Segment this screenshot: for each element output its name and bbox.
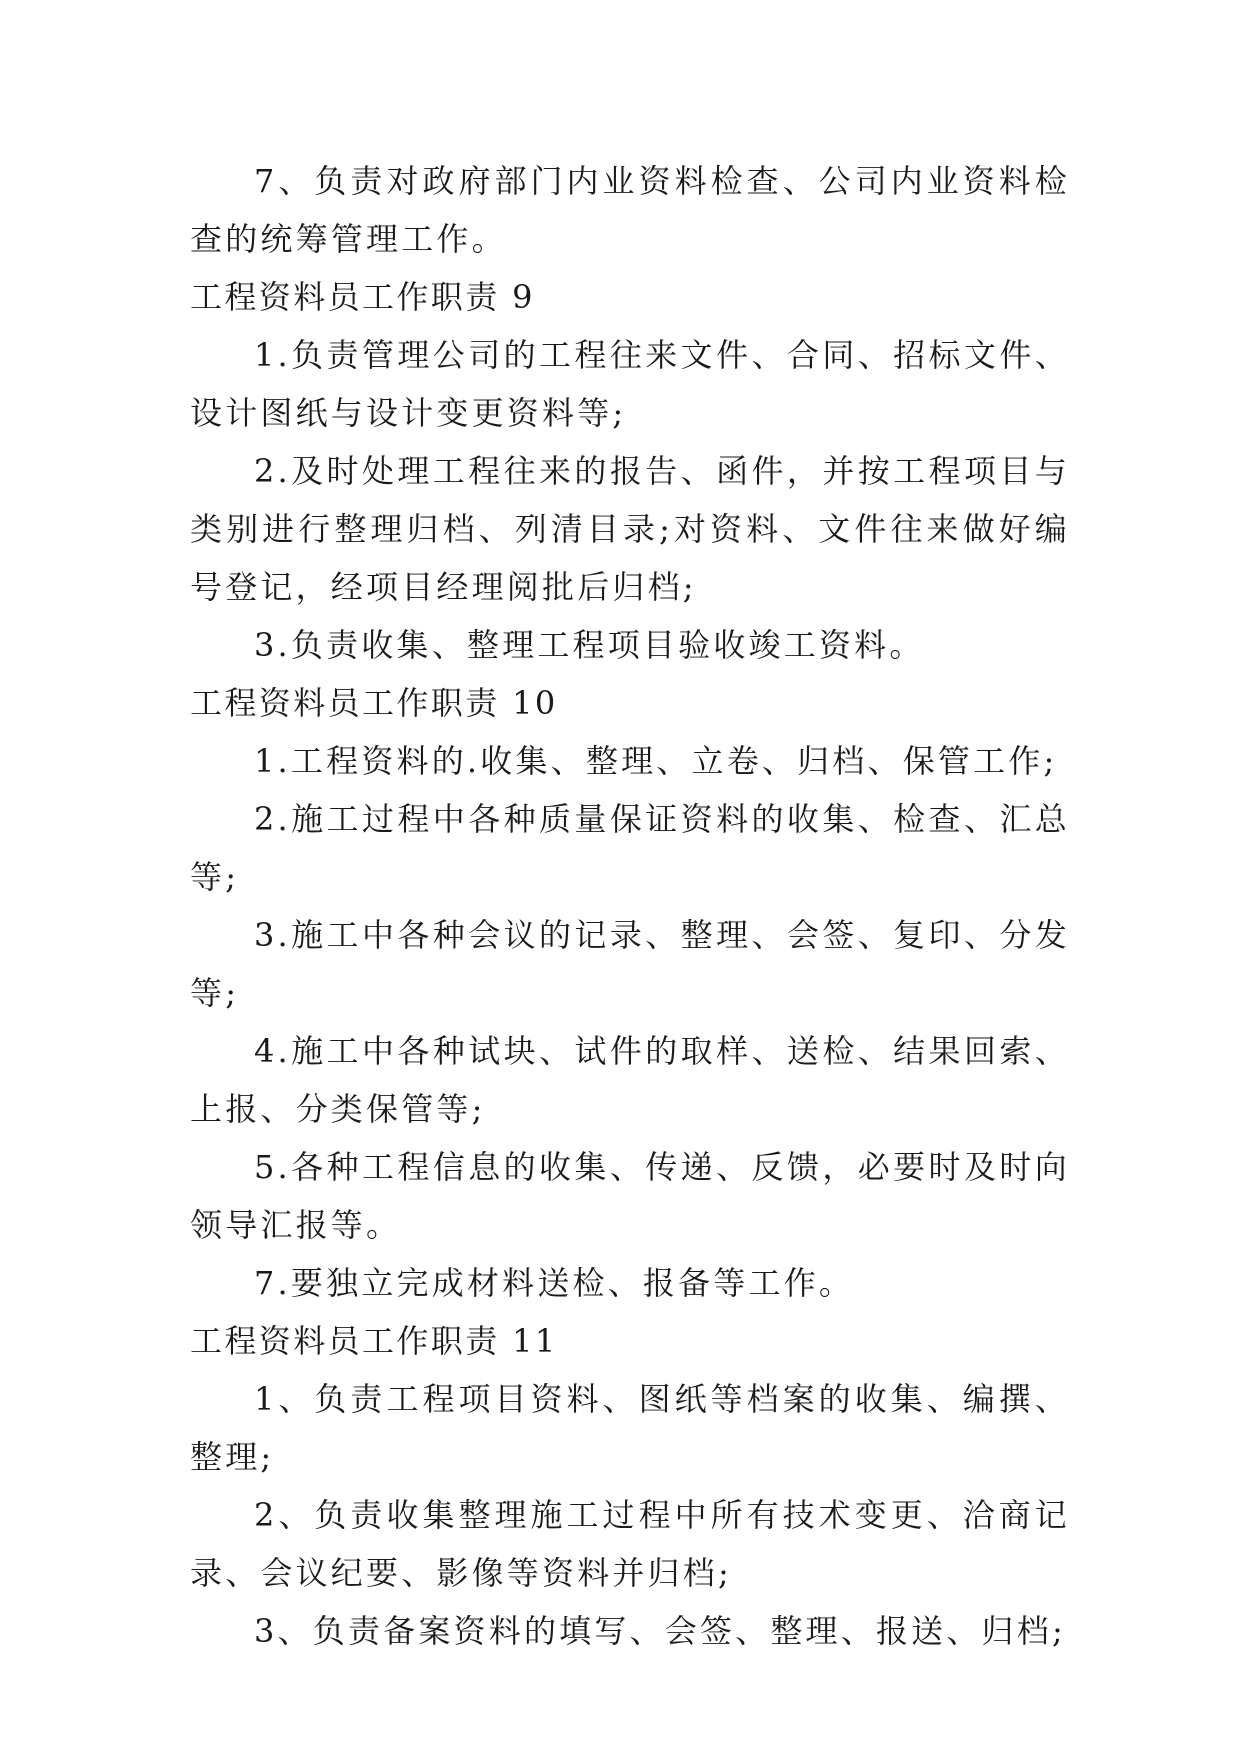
section-heading-10: 工程资料员工作职责 10: [190, 684, 558, 722]
document-body: [190, 152, 1070, 1660]
paragraph: 4.施工中各种试块、试件的取样、送检、结果回索、上报、分类保管等;: [190, 1032, 1070, 1128]
paragraph: 5.各种工程信息的收集、传递、反馈，必要时及时向领导汇报等。: [190, 1148, 1070, 1244]
paragraph: 1.工程资料的.收集、整理、立卷、归档、保管工作;: [254, 742, 1058, 780]
paragraph: 7、负责对政府部门内业资料检查、公司内业资料检查的统筹管理工作。: [190, 162, 1070, 258]
paragraph: 2、负责收集整理施工过程中所有技术变更、洽商记录、会议纪要、影像等资料并归档;: [190, 1496, 1070, 1592]
section-heading-9: 工程资料员工作职责 9: [190, 278, 535, 316]
paragraph: 2.及时处理工程往来的报告、函件，并按工程项目与类别进行整理归档、列清目录;对资料、文件往来做好编号登记，经项目经理阅批后归档;: [190, 452, 1070, 606]
paragraph: 2.施工过程中各种质量保证资料的收集、检查、汇总等;: [190, 800, 1070, 896]
paragraph: 7.要独立完成材料送检、报备等工作。: [254, 1264, 855, 1302]
section-heading-11: 工程资料员工作职责 11: [190, 1322, 558, 1360]
paragraph: 1、负责工程项目资料、图纸等档案的收集、编撰、整理;: [190, 1380, 1070, 1476]
paragraph: 1.负责管理公司的工程往来文件、合同、招标文件、设计图纸与设计变更资料等;: [190, 336, 1070, 432]
paragraph: 3、负责备案资料的填写、会签、整理、报送、归档;: [254, 1612, 1066, 1650]
paragraph: 3.负责收集、整理工程项目验收竣工资料。: [254, 626, 925, 664]
paragraph: 3.施工中各种会议的记录、整理、会签、复印、分发等;: [190, 916, 1070, 1012]
